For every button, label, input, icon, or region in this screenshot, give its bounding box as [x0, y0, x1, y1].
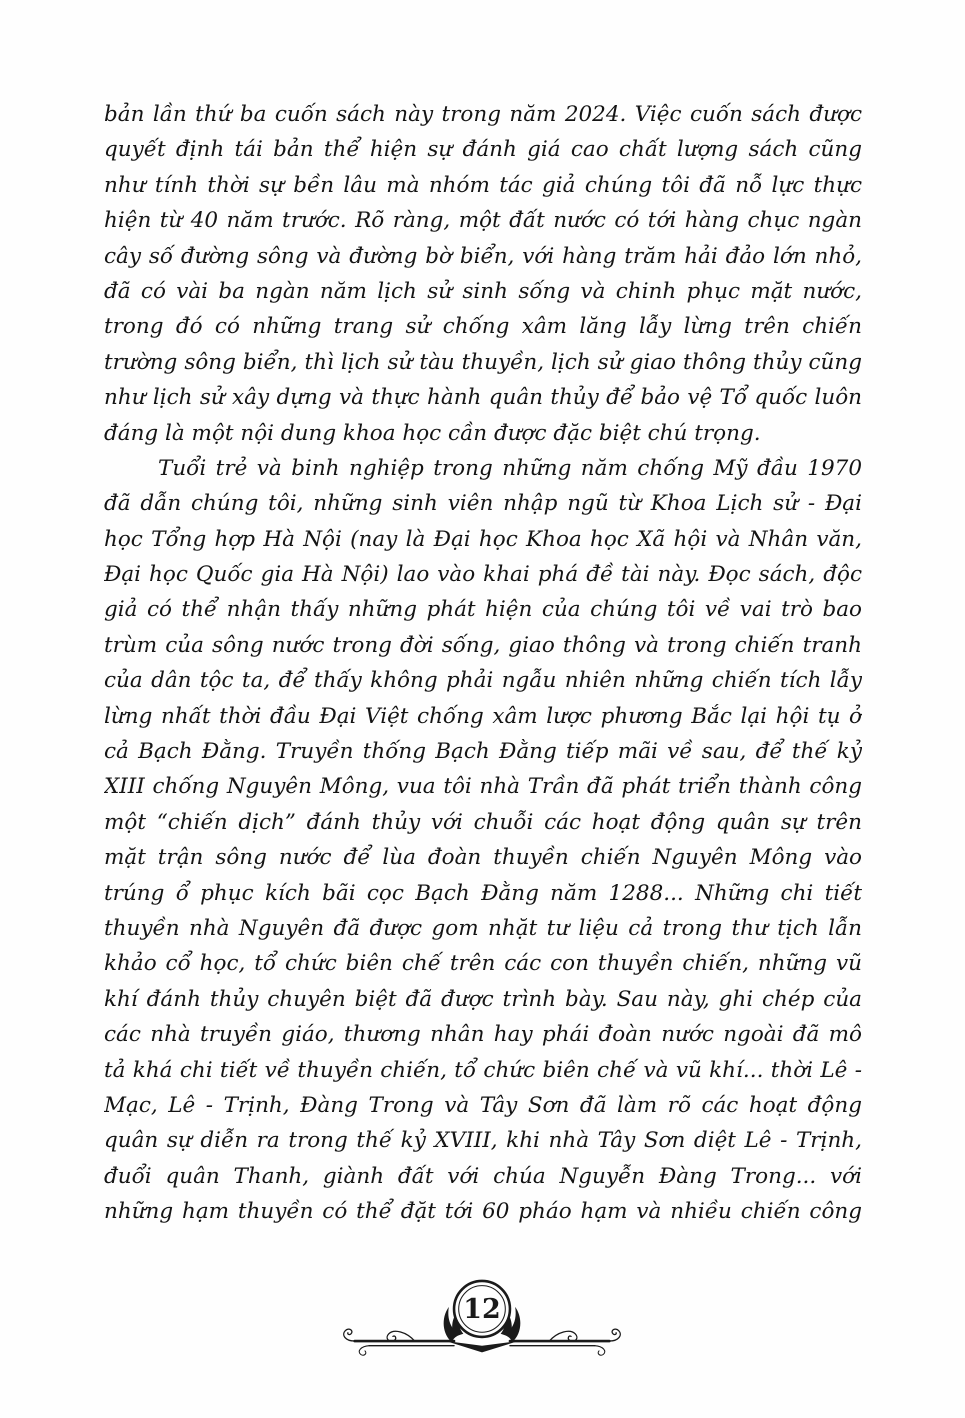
text-line: giả có thể nhận thấy những phát hiện của chúng tôi về vai trò bao	[104, 597, 862, 623]
text-line: cả Bạch Đằng. Truyền thống Bạch Đằng tiếp mãi về sau, để thế kỷ	[104, 739, 862, 765]
page-number-ornament	[337, 1264, 627, 1358]
text-line: Tuổi trẻ và binh nghiệp trong những năm chống Mỹ đầu 1970	[158, 455, 862, 481]
text-line: trong đó có những trang sử chống xâm lăng lẫy lừng trên chiến	[104, 314, 862, 340]
text-line: khí đánh thủy chuyên biệt đã được trình bày. Sau này, ghi chép của	[104, 986, 862, 1012]
text-line: quân sự diễn ra trong thế kỷ XVIII, khi nhà Tây Sơn diệt Lê - Trịnh,	[104, 1128, 862, 1154]
text-line: học Tổng hợp Hà Nội (nay là Đại học Khoa học Xã hội và Nhân văn,	[104, 526, 862, 552]
paragraph	[104, 97, 862, 451]
text-line: thuyền nhà Nguyên đã được gom nhặt tư liệu cả trong thư tịch lẫn	[104, 915, 862, 941]
text-line: hiện từ 40 năm trước. Rõ ràng, một đất nước có tới hàng chục ngàn	[104, 208, 862, 234]
paragraph	[104, 451, 862, 1230]
text-line: lừng nhất thời đầu Đại Việt chống xâm lược phương Bắc lại hội tụ ở	[104, 703, 862, 729]
text-line: mặt trận sông nước để lùa đoàn thuyền chiến Nguyên Mông vào	[104, 845, 862, 871]
text-line: cây số đường sông và đường bờ biển, với hàng trăm hải đảo lớn nhỏ,	[104, 243, 862, 269]
text-line: bản lần thứ ba cuốn sách này trong năm 2024. Việc cuốn sách được	[104, 102, 862, 127]
text-line: đáng là một nội dung khoa học cần được đặc biệt chú trọng.	[104, 420, 761, 446]
text-line: đã dẫn chúng tôi, những sinh viên nhập ngũ từ Khoa Lịch sử - Đại	[104, 491, 862, 517]
text-line: khảo cổ học, tổ chức biên chế trên các con thuyền chiến, những vũ	[104, 951, 862, 977]
text-line: như tính thời sự bền lâu mà nhóm tác giả chúng tôi đã nỗ lực thực	[104, 172, 862, 198]
text-line: trường sông biển, thì lịch sử tàu thuyền, lịch sử giao thông thủy cũng	[104, 349, 862, 375]
text-line: của dân tộc ta, để thấy không phải ngẫu nhiên những chiến tích lẫy	[104, 668, 862, 694]
page-number: 12	[463, 1294, 501, 1326]
text-line: một “chiến dịch” đánh thủy với chuỗi các hoạt động quân sự trên	[104, 809, 862, 835]
text-block	[104, 97, 862, 1230]
text-line: như lịch sử xây dựng và thực hành quân thủy để bảo vệ Tổ quốc luôn	[104, 385, 862, 411]
text-line: các nhà truyền giáo, thương nhân hay phái đoàn nước ngoài đã mô	[104, 1022, 862, 1048]
text-line: XIII chống Nguyên Mông, vua tôi nhà Trần đã phát triển thành công	[104, 774, 862, 800]
text-line: quyết định tái bản thể hiện sự đánh giá cao chất lượng sách cũng	[104, 137, 862, 163]
flourish-divider-icon	[337, 1264, 627, 1358]
text-line: Mạc, Lê - Trịnh, Đàng Trong và Tây Sơn đã làm rõ các hoạt động	[104, 1092, 862, 1118]
text-line: những hạm thuyền có thể đặt tới 60 pháo hạm và nhiều chiến công	[104, 1199, 862, 1225]
text-line: trúng ổ phục kích bãi cọc Bạch Đằng năm 1288... Những chi tiết	[104, 880, 862, 906]
text-line: đuổi quân Thanh, giành đất với chúa Nguyễn Đàng Trong... với	[104, 1163, 862, 1189]
text-line: trùm của sông nước trong đời sống, giao thông và trong chiến tranh	[104, 632, 862, 658]
text-line: tả khá chi tiết về thuyền chiến, tổ chức biên chế và vũ khí... thời Lê -	[104, 1057, 862, 1083]
text-line: Đại học Quốc gia Hà Nội) lao vào khai phá đề tài này. Đọc sách, độc	[104, 562, 862, 588]
text-line: đã có vài ba ngàn năm lịch sử sinh sống và chinh phục mặt nước,	[104, 278, 862, 304]
